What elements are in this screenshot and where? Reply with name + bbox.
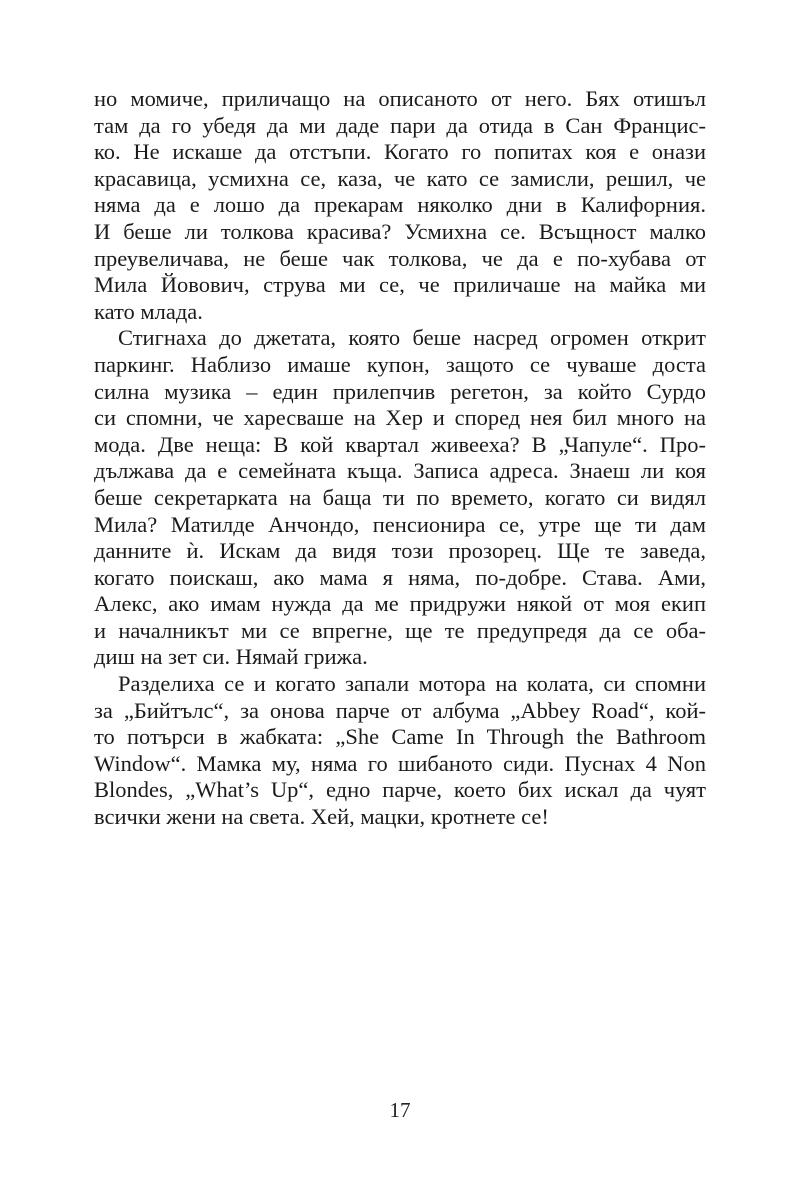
text-line: дължава да е семейната къща. Записа адреса. Знаеш ли коя: [94, 458, 706, 484]
text-line: Мила Йовович, струва ми се, че приличаше на майка ми: [94, 272, 706, 298]
text-line: Стигнаха до джетата, която беше насред огромен открит: [118, 325, 706, 351]
text-line: за „Бийтълс“, за онова парче от албума „Abbey Road“, кой-: [94, 697, 706, 723]
text-line: там да го убедя да ми даде пари да отида в Сан Францис-: [94, 112, 706, 138]
paragraph: [94, 86, 706, 325]
text-line: красавица, усмихна се, каза, че като се замисли, решил, че: [94, 165, 706, 191]
text-line: данните ѝ. Искам да видя този прозорец. Ще те заведа,: [94, 538, 706, 564]
text-line: мода. Две неща: В кой квартал живееха? В „Чапуле“. Про-: [94, 431, 706, 457]
text-line: Мила? Матилде Анчондо, пенсионира се, утре ще ти дам: [94, 511, 706, 537]
text-block: [94, 86, 706, 831]
text-line: Blondes, „What’s Up“, едно парче, което бих искал да чуят: [94, 777, 706, 803]
text-line: Разделиха се и когато запали мотора на колата, си спомни: [118, 671, 706, 697]
text-line: Window“. Мамка му, няма го шибаното сиди. Пуснах 4 Non: [94, 750, 706, 776]
text-line: силна музика – един прилепчив регетон, за който Сурдо: [94, 378, 706, 404]
paragraph: [94, 671, 706, 831]
text-line: паркинг. Наблизо имаше купон, защото се чуваше доста: [94, 351, 706, 377]
text-line: ко. Не искаше да отстъпи. Когато го попитах коя е онази: [94, 139, 706, 165]
text-line: диш на зет си. Нямай грижа.: [94, 644, 368, 670]
paragraph: [94, 325, 706, 671]
text-line: беше секретарката на баща ти по времето, когато си видял: [94, 484, 706, 510]
text-line: като млада.: [94, 298, 203, 324]
text-line: но момиче, приличащо на описаното от него. Бях отишъл: [94, 86, 706, 111]
text-line: няма да е лошо да прекарам няколко дни в Калифорния.: [94, 192, 706, 218]
text-line: си спомни, че харесваше на Хер и според нея бил много на: [94, 405, 706, 431]
text-line: когато поискаш, ако мама я няма, по-добре. Става. Ами,: [94, 564, 706, 590]
page-number: 17: [389, 1098, 411, 1122]
text-line: преувеличава, не беше чак толкова, че да е по-хубава от: [94, 245, 706, 271]
text-line: Алекс, ако имам нужда да ме придружи някой от моя екип: [94, 591, 706, 617]
text-line: то потърси в жабката: „She Came In Through the Bathroom: [94, 724, 706, 750]
text-line: всички жени на света. Хей, мацки, кротнете се!: [94, 804, 549, 830]
text-line: И беше ли толкова красива? Усмихна се. Всъщност малко: [94, 218, 706, 244]
text-line: и началникът ми се впрегне, ще те предупредя да се оба-: [94, 617, 706, 643]
